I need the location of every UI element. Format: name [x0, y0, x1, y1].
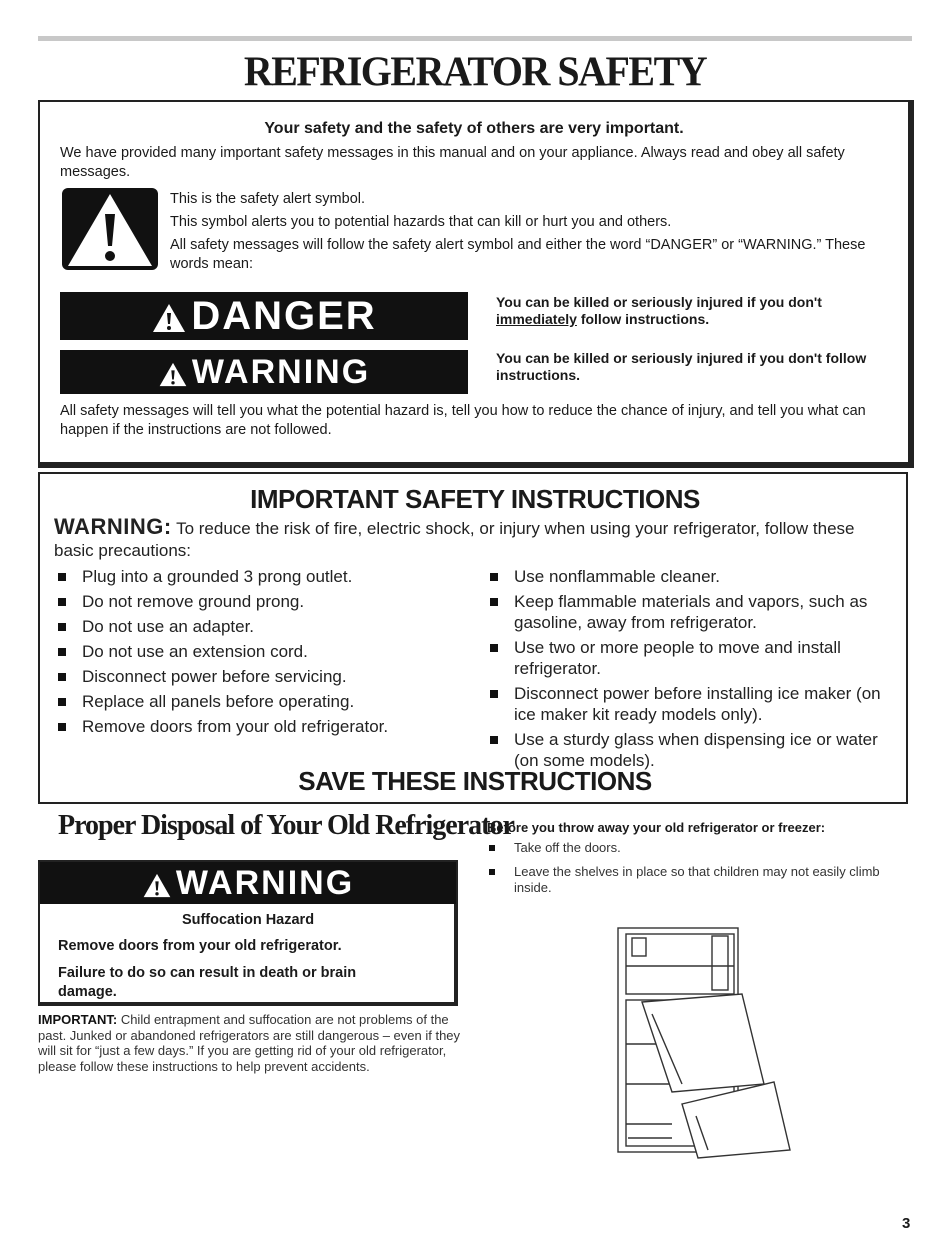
danger-banner	[60, 292, 468, 340]
list-item: Use nonflammable cleaner.	[486, 566, 886, 587]
list-item: Take off the doors.	[487, 840, 897, 856]
page-number: 3	[902, 1215, 911, 1232]
danger-meaning: You can be killed or seriously injured if you don't immediately follow instructions.	[496, 294, 822, 327]
list-item: Plug into a grounded 3 prong outlet.	[54, 566, 474, 587]
alert-line: All safety messages will follow the safety alert symbol and either the word “DANGER” or “WARNING.” These words mean:	[170, 237, 866, 272]
warning-label: WARNING	[191, 353, 371, 391]
safety-heading: Your safety and the safety of others are very important.	[264, 120, 684, 137]
before-throw-heading: Before you throw away your old refrigerator or freezer:	[487, 820, 826, 835]
top-rule	[38, 36, 912, 41]
list-item: Do not use an extension cord.	[54, 641, 474, 662]
refrigerator-illustration	[612, 924, 812, 1164]
list-item: Use two or more people to move and install refrigerator.	[486, 637, 886, 679]
warning-banner	[40, 862, 456, 904]
page-title: REFRIGERATOR SAFETY	[243, 47, 707, 96]
safety-alert-icon	[62, 188, 158, 270]
safety-message-box	[38, 100, 914, 468]
list-item: Remove doors from your old refrigerator.	[54, 716, 474, 737]
safety-footer: All safety messages will tell you what the potential hazard is, tell you how to reduce the chance of injury, and tell you what can happen if the instructions are not followed.	[60, 403, 866, 438]
save-instructions: SAVE THESE INSTRUCTIONS	[298, 766, 652, 796]
warning-triangle-icon	[151, 302, 187, 334]
list-item: Do not remove ground prong.	[54, 591, 474, 612]
hazard-name: Suffocation Hazard	[181, 912, 315, 928]
alert-explanation	[170, 190, 870, 278]
instructions-box	[38, 472, 908, 804]
precautions-right-list	[486, 566, 886, 775]
warning-triangle-icon	[142, 872, 172, 899]
disposal-title: Proper Disposal of Your Old Refrigerator	[58, 810, 514, 841]
precautions-left-list	[54, 566, 474, 741]
instructions-title: IMPORTANT SAFETY INSTRUCTIONS	[250, 484, 700, 514]
list-item: Do not use an adapter.	[54, 616, 474, 637]
list-item: Keep flammable materials and vapors, such as gasoline, away from refrigerator.	[486, 591, 886, 633]
warning-label: WARNING	[175, 864, 355, 902]
list-item: Leave the shelves in place so that children may not easily climb inside.	[487, 864, 897, 896]
list-item: Disconnect power before servicing.	[54, 666, 474, 687]
alert-line: This is the safety alert symbol.	[170, 191, 366, 207]
warning-meaning: You can be killed or seriously injured if you don't follow instructions.	[496, 350, 867, 383]
hazard-consequence: Failure to do so can result in death or brain damage.	[58, 965, 357, 1000]
list-item: Replace all panels before operating.	[54, 691, 474, 712]
disposal-warning-box	[38, 860, 458, 1006]
danger-label: DANGER	[191, 294, 377, 338]
warning-banner	[60, 350, 468, 394]
alert-line: This symbol alerts you to potential hazards that can kill or hurt you and others.	[170, 214, 672, 230]
hazard-instruction: Remove doors from your old refrigerator.	[58, 938, 342, 954]
list-item: Use a sturdy glass when dispensing ice or water (on some models).	[486, 729, 886, 771]
safety-intro: We have provided many important safety messages in this manual and on your appliance. Always read and obey all safety messages.	[60, 145, 845, 180]
list-item: Disconnect power before installing ice maker (on ice maker kit ready models only).	[486, 683, 886, 725]
warning-triangle-icon	[158, 361, 188, 388]
instructions-warning: WARNING: To reduce the risk of fire, electric shock, or injury when using your refrigerator, follow these basic precautions:	[54, 514, 855, 560]
important-note: IMPORTANT: Child entrapment and suffocation are not problems of the past. Junked or abandoned refrigerators are still dangerous – even if they will sit for “just a few days.” If you are getting rid of your old refrigerator, please follow these instructions to help prevent accidents.	[38, 1012, 461, 1074]
before-throw-list	[487, 840, 897, 904]
